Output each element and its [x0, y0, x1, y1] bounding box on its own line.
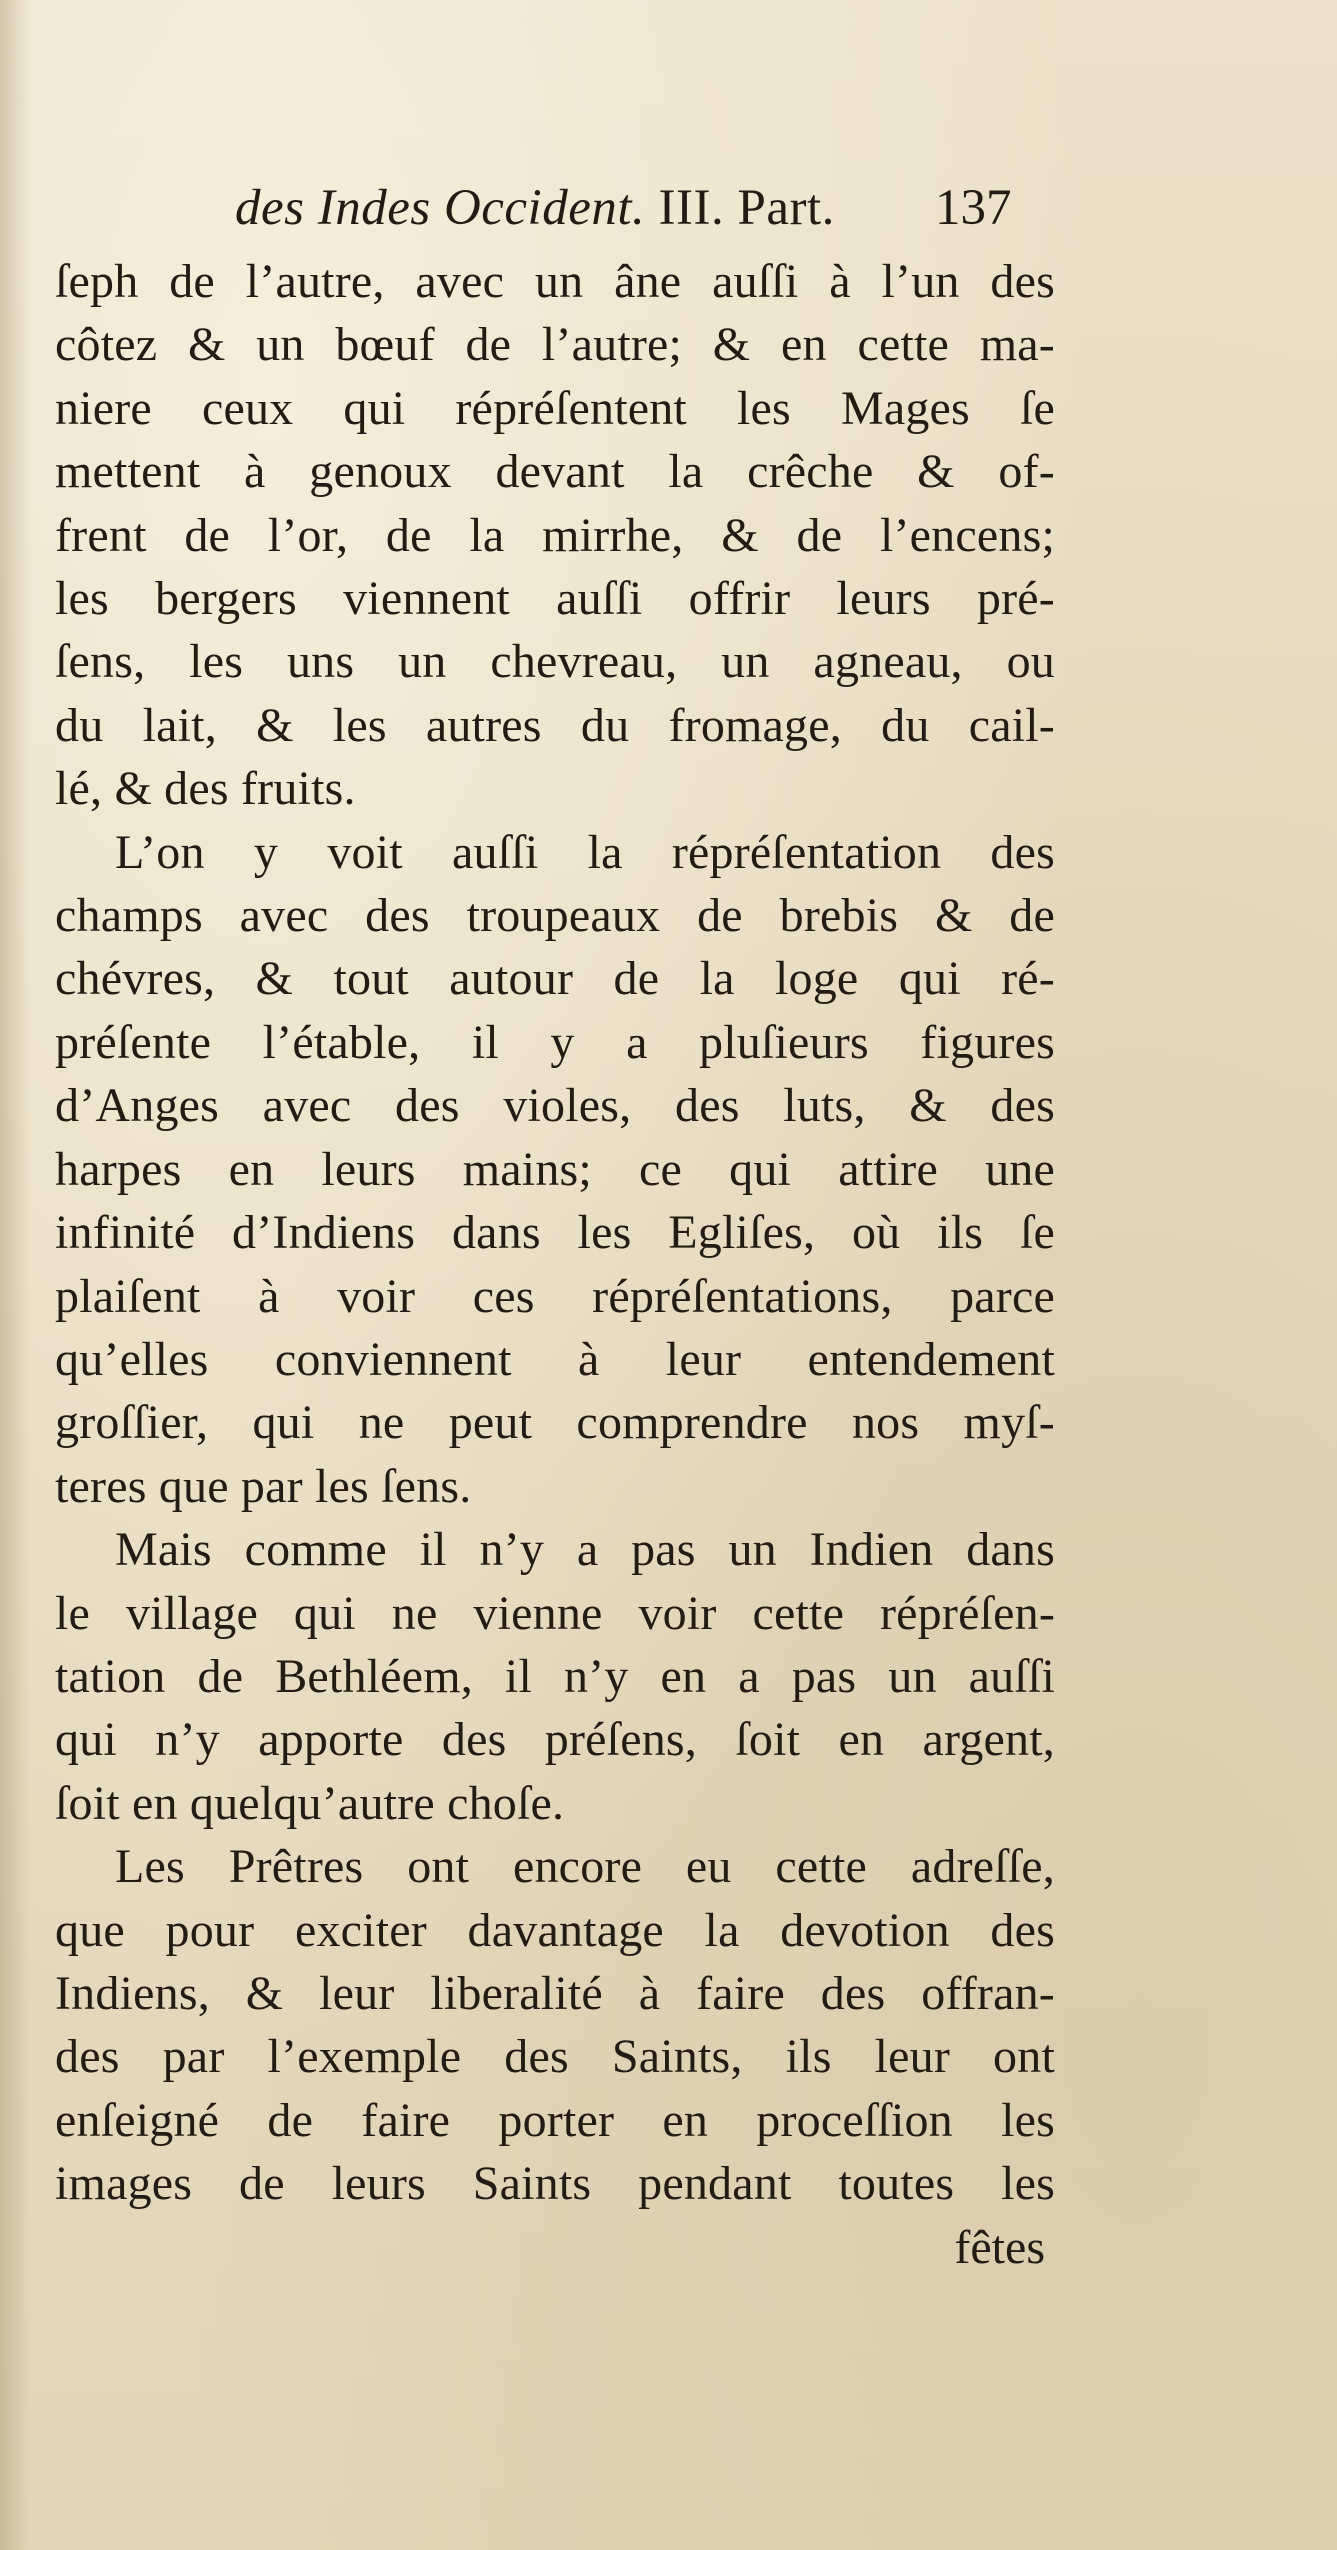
book-page — [55, 170, 1055, 2279]
text-line: groſſier, qui ne peut comprendre nos myſ- — [55, 1396, 1055, 1450]
text-line: Les Prêtres ont encore eu cette adreſſe, — [115, 1840, 1055, 1894]
text-line: que pour exciter davantage la devotion des — [55, 1903, 1055, 1957]
text-line: enſeigné de faire porter en proceſſion les — [55, 2093, 1055, 2147]
body-text — [55, 250, 1055, 2279]
text-line: L’on y voit auſſi la répréſentation des — [115, 825, 1055, 879]
text-line: ſeph de l’autre, avec un âne auſſi à l’un des — [55, 255, 1055, 308]
text-line: frent de l’or, de la mirrhe, & de l’encens; — [55, 508, 1055, 562]
text-line: Mais comme il n’y a pas un Indien dans — [115, 1523, 1055, 1577]
text-line: préſente l’étable, il y a pluſieurs figures — [55, 1015, 1055, 1069]
text-line: champs avec des troupeaux de brebis & de — [55, 889, 1055, 943]
text-line: côtez & un bœuf de l’autre; & en cette ma- — [55, 318, 1055, 372]
text-line: qu’elles conviennent à leur entendement — [55, 1332, 1055, 1386]
running-head-title-text: des Indes Occident. — [235, 180, 646, 236]
text-line: niere ceux qui répréſentent les Mages ſe — [55, 381, 1055, 435]
running-head-part: III. Part. — [658, 180, 835, 236]
text-line: ſoit en quelqu’autre choſe. — [55, 1776, 565, 1830]
text-line: tation de Bethléem, il n’y en a pas un auſſi — [55, 1649, 1055, 1703]
page-number: 137 — [935, 180, 1012, 236]
text-line: d’Anges avec des violes, des luts, & des — [55, 1079, 1055, 1133]
text-line: lé, & des fruits. — [55, 762, 356, 816]
text-line: mettent à genoux devant la crêche & of- — [55, 445, 1055, 499]
running-head — [55, 170, 1055, 250]
text-line: teres que par les ſens. — [55, 1459, 472, 1513]
page-gutter-shadow — [0, 0, 30, 2550]
text-line: des par l’exemple des Saints, ils leur ont — [55, 2030, 1055, 2084]
text-line: le village qui ne vienne voir cette répréſen- — [55, 1586, 1055, 1640]
catchword: fêtes — [954, 2220, 1045, 2274]
text-line: harpes en leurs mains; ce qui attire une — [55, 1142, 1055, 1196]
text-line: Indiens, & leur liberalité à faire des offran- — [55, 1966, 1055, 2020]
text-line: qui n’y apporte des préſens, ſoit en argent, — [55, 1713, 1055, 1767]
text-line: les bergers viennent auſſi offrir leurs pré- — [55, 572, 1055, 626]
running-head-title — [235, 178, 835, 238]
text-line: chévres, & tout autour de la loge qui ré- — [55, 952, 1055, 1006]
text-line: du lait, & les autres du fromage, du cail- — [55, 698, 1055, 752]
text-line: ſens, les uns un chevreau, un agneau, ou — [55, 635, 1055, 689]
text-line: plaiſent à voir ces répréſentations, parce — [55, 1269, 1055, 1323]
text-line: infinité d’Indiens dans les Egliſes, où ils ſe — [55, 1206, 1055, 1260]
text-line: images de leurs Saints pendant toutes les — [55, 2157, 1055, 2211]
